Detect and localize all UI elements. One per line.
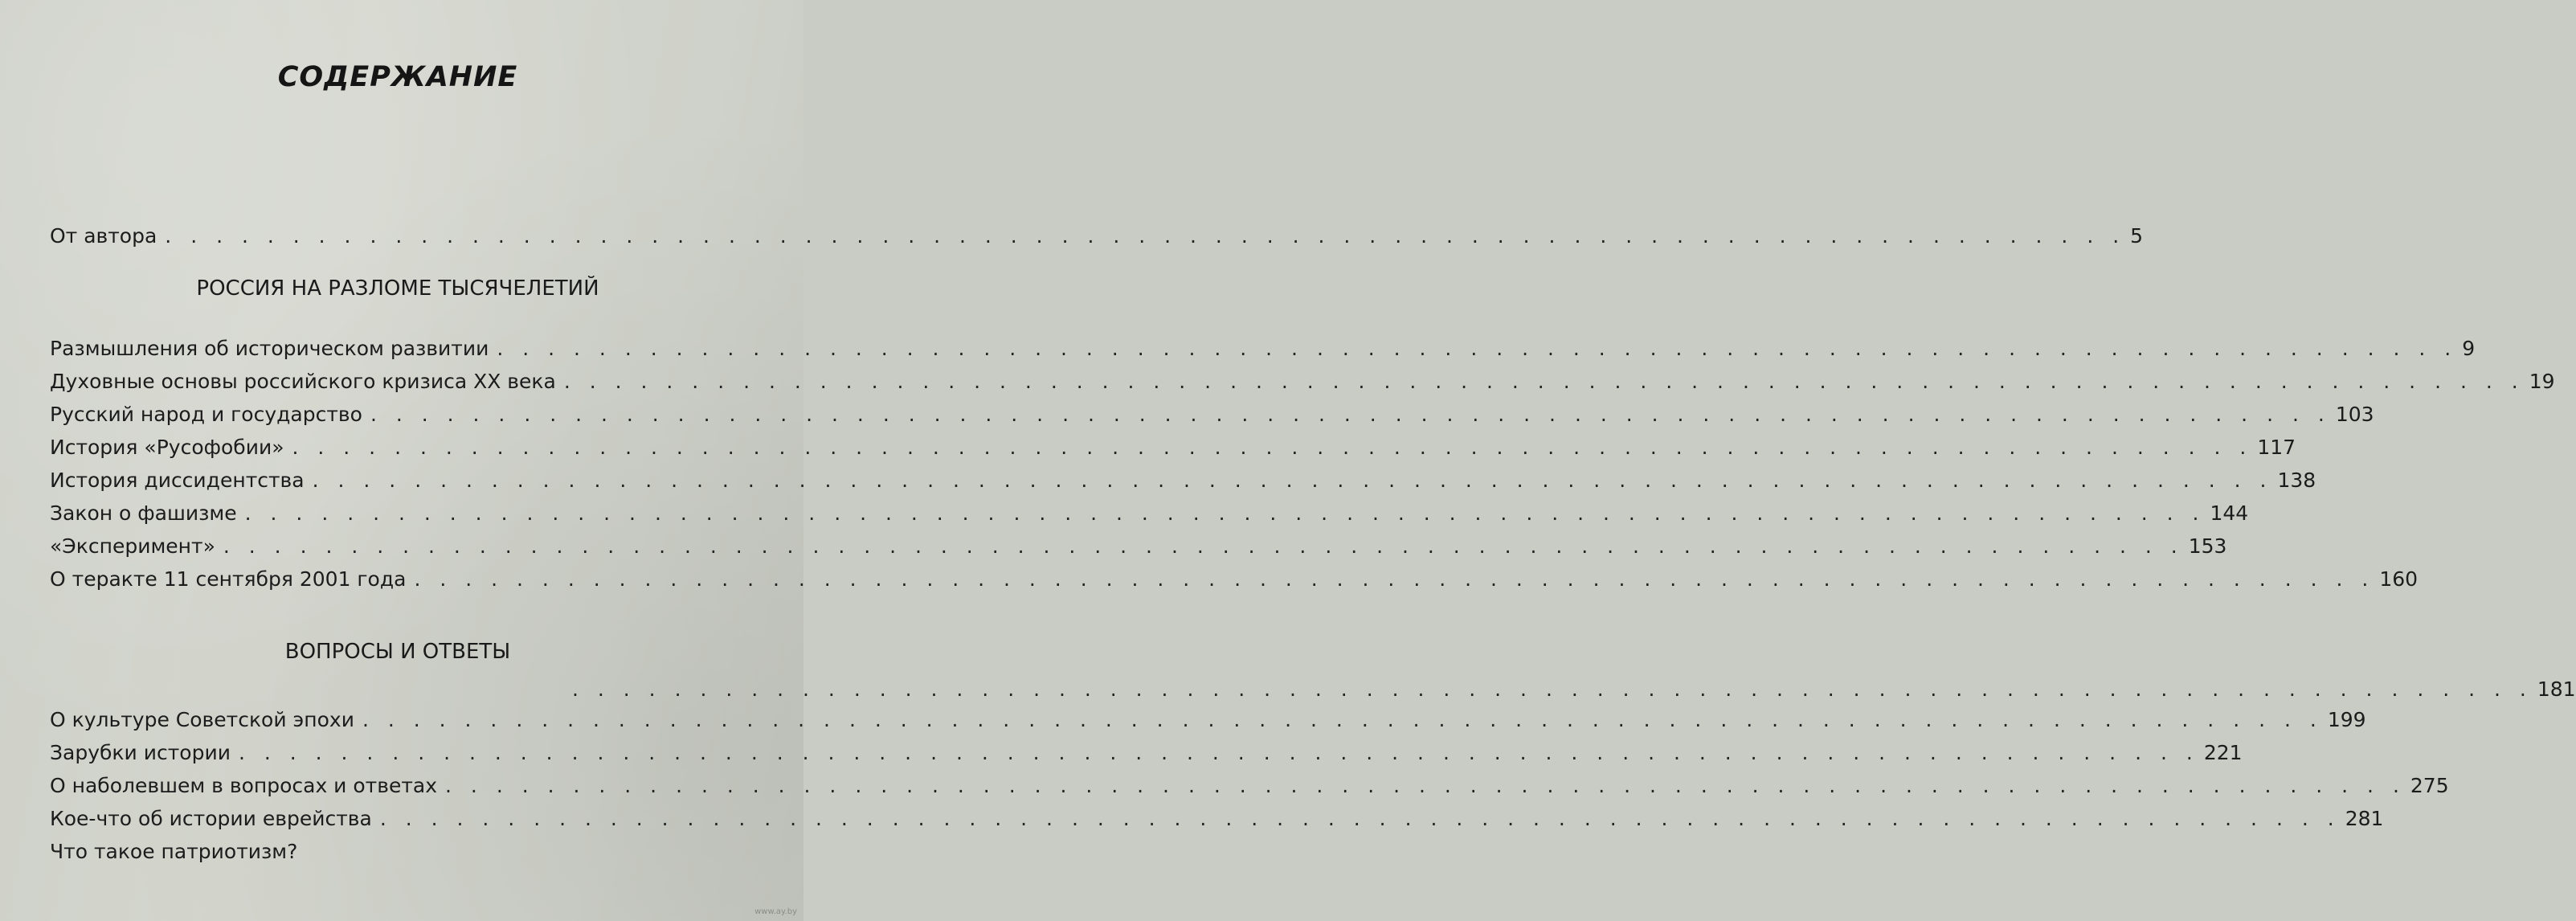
toc-entry-label: О культуре Советской эпохи [50,708,354,731]
dot-leader: . . . . . . . . . . . . . . . . . . . . . . . . . . . . . . . . . . . . . . . . . . . . . . . . . . . . . . . . . . . . . . . . . . . . . . . . . . . . . [244,501,2206,525]
dot-leader: . . . . . . . . . . . . . . . . . . . . . . . . . . . . . . . . . . . . . . . . . . . . . . . . . . . . . . . . . . . . . . . . . . . . . . . . . . . . . [379,807,2341,830]
page-title: СОДЕРЖАНИЕ [277,61,518,93]
dot-leader: . . . . . . . . . . . . . . . . . . . . . . . . . . . . . . . . . . . . . . . . . . . . . . . . . . . . . . . . . . . . . . . . . . . . . . . . . . . . . [312,469,2273,492]
toc-entry [50,366,2555,398]
toc-entry [50,803,2384,835]
toc-entry-label: Что такое патриотизм? [50,840,298,863]
watermark: www.ay.by [754,907,797,916]
toc-entry-label: «Эксперимент» [50,534,215,558]
section-heading-2: ВОПРОСЫ И ОТВЕТЫ [284,640,511,664]
dot-leader: . . . . . . . . . . . . . . . . . . . . . . . . . . . . . . . . . . . . . . . . . . . . . . . . . . . . . . . . . . . . . . . . . . . . . . . . . . . . . [497,337,2458,360]
toc-entry [50,465,2316,497]
toc-entry-label: Кое-что об истории еврейства [50,807,372,830]
toc-entry-page: 181 [2537,677,2576,701]
toc-entry-label: История «Русофобии» [50,436,284,459]
toc-entry-label: О наболевшем в вопросах и ответах [50,774,438,797]
toc-entry [50,497,2249,530]
toc-entry-label: О теракте 11 сентября 2001 года [50,567,407,591]
toc-entry-page: 160 [2379,567,2419,591]
toc-entry-page: 5 [2130,224,2144,248]
toc-entry-label: Размышления об историческом развитии [50,337,489,360]
toc-entry [50,770,2449,802]
toc-entry [50,704,2366,736]
toc-entry [50,737,2243,769]
toc-entry-page: 153 [2188,534,2227,558]
dot-leader: . . . . . . . . . . . . . . . . . . . . . . . . . . . . . . . . . . . . . . . . . . . . . . . . . . . . . . . . . . . . . . . . . . . . . . . . . . . . . [572,677,2533,701]
dot-leader: . . . . . . . . . . . . . . . . . . . . . . . . . . . . . . . . . . . . . . . . . . . . . . . . . . . . . . . . . . . . . . . . . . . . . . . . . . . . . [370,403,2331,426]
toc-entry-page: 199 [2327,708,2366,731]
toc-entry-page: 138 [2277,469,2316,492]
dot-leader: . . . . . . . . . . . . . . . . . . . . . . . . . . . . . . . . . . . . . . . . . . . . . . . . . . . . . . . . . . . . . . . . . . . . . . . . . . . . . [292,436,2253,459]
toc-entry [50,836,747,868]
toc-entry-label: Закон о фашизме [50,501,237,525]
toc-entry-label: История диссидентства [50,469,305,492]
dot-leader: . . . . . . . . . . . . . . . . . . . . . . . . . . . . . . . . . . . . . . . . . . . . . . . . . . . . . . . . . . . . . . . . . . . . . . . . . . . . . [165,224,2126,248]
toc-entry [50,333,2476,365]
toc-entry-label: Русский народ и государство [50,403,362,426]
toc-entry-page: 117 [2257,436,2296,459]
dot-leader: . . . . . . . . . . . . . . . . . . . . . . . . . . . . . . . . . . . . . . . . . . . . . . . . . . . . . . . . . . . . . . . . . . . . . . . . . . . . . [445,774,2406,797]
toc-entry [50,399,2374,431]
toc-entry [50,432,2296,464]
toc-entry-page: 281 [2345,807,2384,830]
toc-entry-label: Зарубки истории [50,741,231,764]
toc-entry-page: 221 [2203,741,2243,764]
toc-entry-page: 144 [2210,501,2249,525]
toc-entry-page: 103 [2335,403,2374,426]
toc-entry-intro [50,220,2144,252]
dot-leader: . . . . . . . . . . . . . . . . . . . . . . . . . . . . . . . . . . . . . . . . . . . . . . . . . . . . . . . . . . . . . . . . . . . . . . . . . . . . . [223,534,2184,558]
toc-entry-page: 275 [2410,774,2449,797]
dot-leader: . . . . . . . . . . . . . . . . . . . . . . . . . . . . . . . . . . . . . . . . . . . . . . . . . . . . . . . . . . . . . . . . . . . . . . . . . . . . . [563,370,2525,393]
toc-entry-section2-start [50,673,2576,706]
toc-entry-label: От автора [50,224,157,248]
toc-entry [50,530,2227,563]
toc-entry [50,563,2419,596]
toc-entry-page: 19 [2529,370,2555,393]
dot-leader: . . . . . . . . . . . . . . . . . . . . . . . . . . . . . . . . . . . . . . . . . . . . . . . . . . . . . . . . . . . . . . . . . . . . . . . . . . . . . [238,741,2199,764]
section-heading-1: РОССИЯ НА РАЗЛОМЕ ТЫСЯЧЕЛЕТИЙ [196,276,599,301]
dot-leader: . . . . . . . . . . . . . . . . . . . . . . . . . . . . . . . . . . . . . . . . . . . . . . . . . . . . . . . . . . . . . . . . . . . . . . . . . . . . . [362,708,2323,731]
toc-entry-label: Духовные основы российского кризиса XX века [50,370,556,393]
dot-leader: . . . . . . . . . . . . . . . . . . . . . . . . . . . . . . . . . . . . . . . . . . . . . . . . . . . . . . . . . . . . . . . . . . . . . . . . . . . . . [414,567,2375,591]
toc-entry-page: 9 [2462,337,2476,360]
